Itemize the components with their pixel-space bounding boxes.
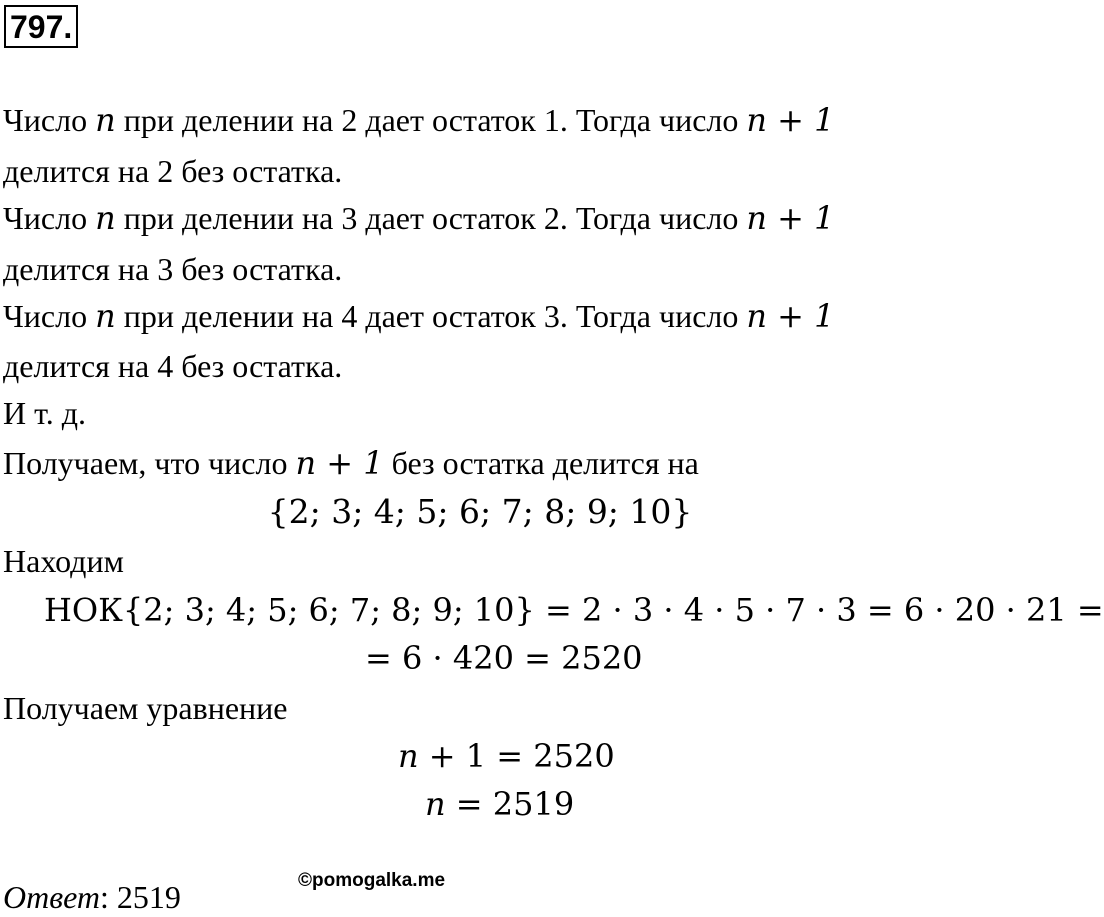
- math-expression: n + 1: [746, 199, 835, 237]
- text-line-3: [3, 198, 835, 238]
- text-segment: Число: [3, 102, 96, 138]
- set-display: {2; 3; 4; 5; 6; 7; 8; 9; 10}: [267, 492, 693, 531]
- text-segment: Получаем, что число: [3, 445, 296, 481]
- problem-number: 797.: [4, 5, 78, 48]
- equation-label: Получаем уравнение: [3, 690, 288, 726]
- math-variable: n: [425, 785, 446, 823]
- math-expression: n + 1: [295, 444, 384, 482]
- math-expression: + 1 = 2520: [418, 737, 615, 775]
- math-variable: n: [95, 199, 116, 237]
- text-line-8: [3, 443, 699, 483]
- text-segment: без остатка делится на: [383, 445, 699, 481]
- text-line-1: [3, 100, 835, 140]
- text-segment: делится на 3 без остатка.: [3, 251, 343, 287]
- text-segment: при делении на 4 дает остаток 3. Тогда число: [115, 298, 747, 334]
- math-variable: n: [95, 297, 116, 335]
- answer-line: [3, 877, 181, 917]
- equation-1: [398, 736, 615, 776]
- text-segment: при делении на 2 дает остаток 1. Тогда число: [115, 102, 747, 138]
- text-segment: делится на 4 без остатка.: [3, 348, 343, 384]
- answer-value: : 2519: [100, 879, 181, 915]
- answer-label: Ответ: [3, 879, 100, 915]
- lcm-line-2: = 6 · 420 = 2520: [365, 639, 643, 677]
- text-segment: делится на 2 без остатка.: [3, 153, 343, 189]
- finding-label: Находим: [3, 543, 124, 579]
- text-line-6: [3, 346, 342, 386]
- math-expression: n + 1: [746, 101, 835, 139]
- math-expression: n + 1: [746, 297, 835, 335]
- watermark: ©pomogalka.me: [298, 870, 446, 891]
- text-segment: И т. д.: [3, 395, 86, 431]
- text-segment: Число: [3, 298, 96, 334]
- math-variable: n: [398, 737, 419, 775]
- text-segment: Число: [3, 200, 96, 236]
- text-line-2: [3, 151, 342, 191]
- text-line-4: [3, 249, 342, 289]
- text-line-5: [3, 296, 835, 336]
- math-expression: = 2519: [445, 785, 575, 823]
- lcm-line-1: НОК{2; 3; 4; 5; 6; 7; 8; 9; 10} = 2 · 3 · 4 · 5 · 7 · 3 = 6 · 20 · 21 =: [44, 591, 1104, 629]
- math-variable: n: [95, 101, 116, 139]
- equation-2: [425, 784, 574, 824]
- text-line-7: [3, 393, 86, 433]
- text-segment: при делении на 3 дает остаток 2. Тогда число: [115, 200, 747, 236]
